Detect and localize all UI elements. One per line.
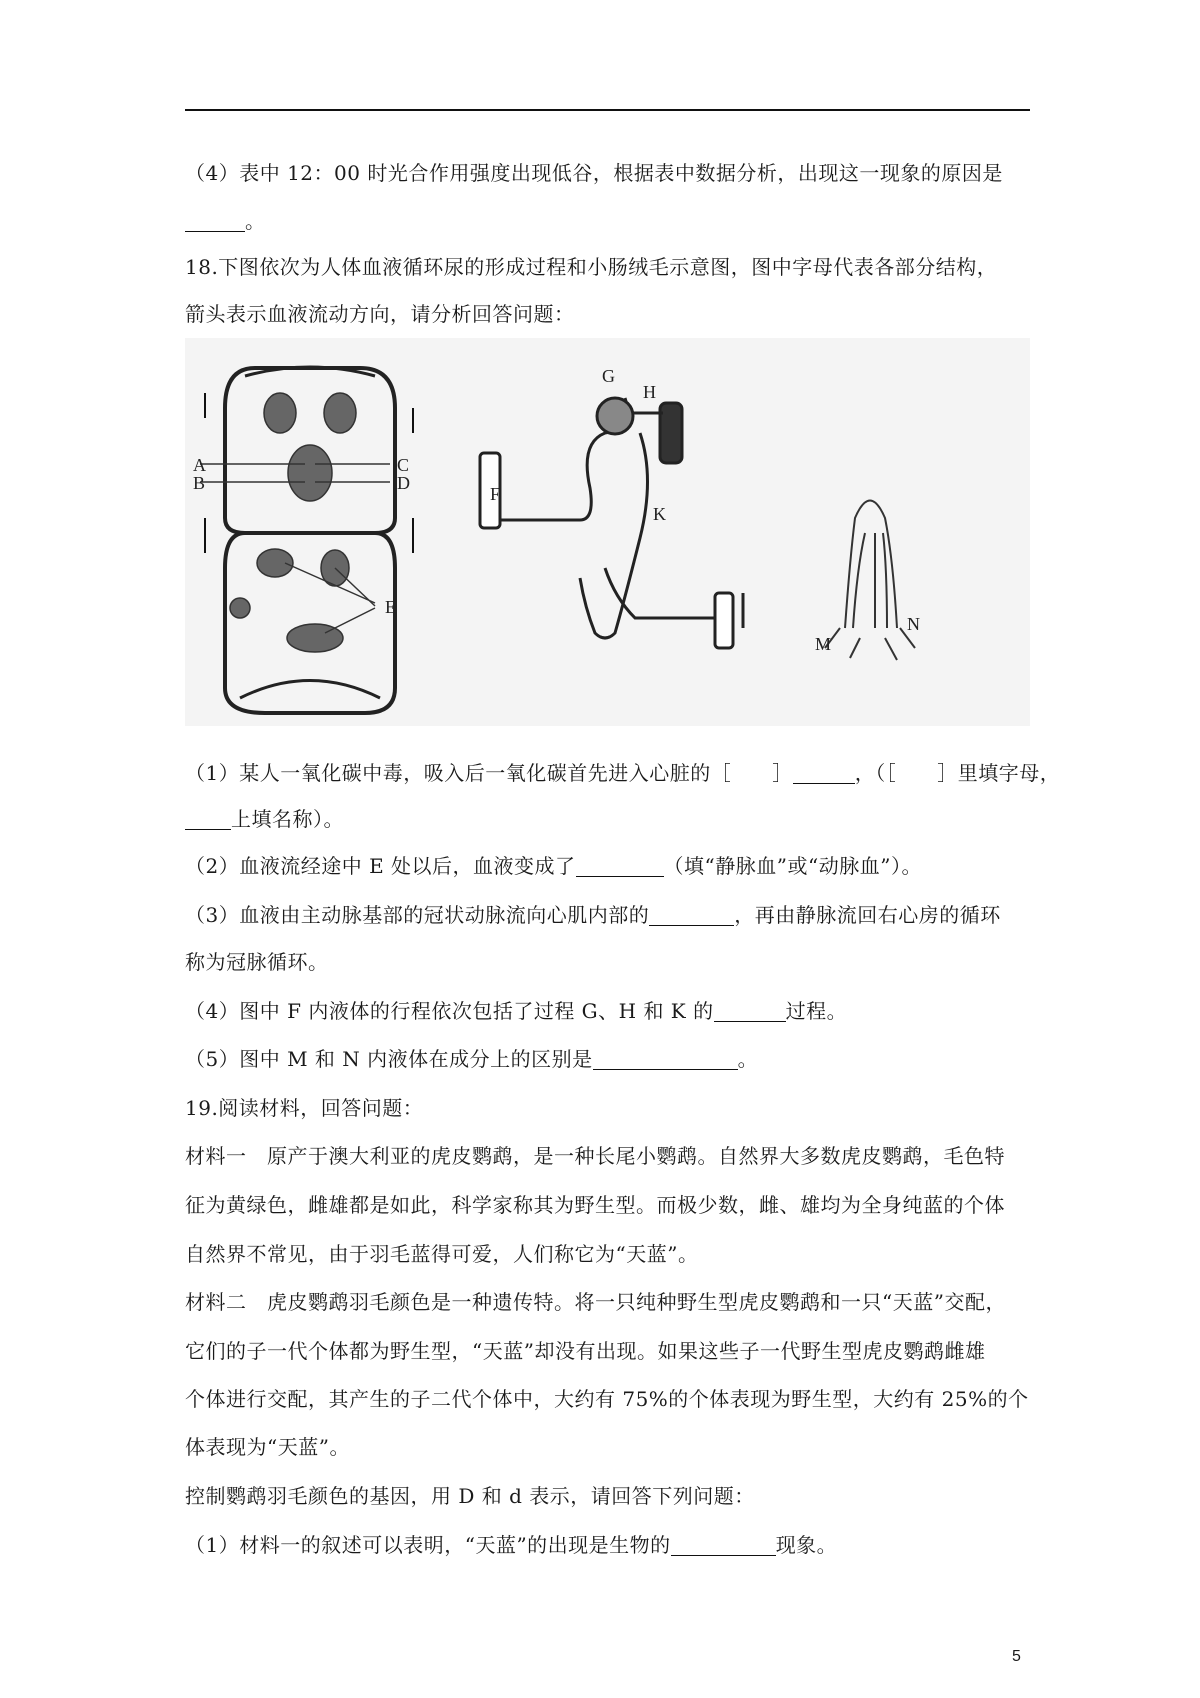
q18-part5-text-2: 。	[737, 1047, 759, 1071]
page-number: 5	[1012, 1648, 1021, 1665]
q18-stem-line1: 18.下图依次为人体血液循环尿的形成过程和小肠绒毛示意图，图中字母代表各部分结构，	[185, 255, 998, 279]
q19-material1-line2: 征为黄绿色，雌雄都是如此，科学家称其为野生型。而极少数，雌、雄均为全身纯蓝的个体	[185, 1193, 1005, 1217]
q18-part1-text-3: 上填名称）。	[231, 807, 344, 831]
q19-material1-line1: 材料一 原产于澳大利亚的虎皮鹦鹉，是一种长尾小鹦鹉。自然界大多数虎皮鹦鹉，毛色特	[185, 1144, 1005, 1168]
q19-material2-line4: 体表现为“天蓝”。	[185, 1435, 350, 1459]
label-E: E	[385, 597, 396, 617]
q19-part1-text: （1）材料一的叙述可以表明，“天蓝”的出现是生物的	[185, 1533, 671, 1557]
label-A: A	[193, 455, 206, 475]
q18-part3-text: （3）血液由主动脉基部的冠状动脉流向心肌内部的	[185, 903, 650, 927]
q18-part3-line2: 称为冠脉循环。	[185, 950, 329, 974]
q19-material2-line1: 材料二 虎皮鹦鹉羽毛颜色是一种遗传特。将一只纯种野生型虎皮鹦鹉和一只“天蓝”交配，	[185, 1290, 1006, 1314]
q17-part4-end: 。	[245, 209, 266, 233]
q19-part1-line	[185, 1532, 837, 1558]
answer-blank[interactable]	[593, 1049, 738, 1070]
q18-part4-text: （4）图中 F 内液体的行程依次包括了过程 G、H 和 K 的	[185, 999, 714, 1023]
q19-part1-text-2: 现象。	[775, 1533, 838, 1557]
q18-part1-text: （1）某人一氧化碳中毒，吸入后一氧化碳首先进入心脏的［ ］	[185, 761, 793, 785]
nephron-figure	[480, 398, 743, 648]
q18-part3-line1	[185, 902, 1001, 928]
answer-blank[interactable]	[185, 809, 231, 830]
label-F: F	[490, 484, 501, 504]
q19-material2-line2: 它们的子一代个体都为野生型，“天蓝”却没有出现。如果这些子一代野生型虎皮鹦鹉雌雄	[185, 1339, 986, 1363]
label-N: N	[907, 614, 920, 634]
answer-blank[interactable]	[714, 1001, 786, 1022]
q18-part1-text-2: ，（［ ］里填字母，	[854, 761, 1061, 785]
q18-part1-line1	[185, 760, 1060, 786]
q18-part2-line	[185, 853, 922, 879]
q18-part1-line2	[185, 806, 344, 832]
villus-figure	[825, 501, 915, 661]
label-M: M	[815, 634, 832, 654]
diagram-svg	[185, 338, 1030, 726]
label-K: K	[653, 504, 666, 524]
label-B: B	[193, 473, 206, 493]
q18-part2-text-2: （填“静脉血”或“动脉血”）。	[663, 854, 922, 878]
answer-blank[interactable]	[576, 856, 664, 877]
q19-material1-line3: 自然界不常见，由于羽毛蓝得可爱，人们称它为“天蓝”。	[185, 1242, 699, 1266]
q18-part4-line	[185, 998, 847, 1024]
label-C: C	[397, 455, 410, 475]
q17-part4-line1	[185, 160, 1003, 186]
q18-part2-text: （2）血液流经途中 E 处以后，血液变成了	[185, 854, 576, 878]
heart-lungs	[230, 393, 356, 652]
q17-part4-text: （4）表中 12：00 时光合作用强度出现低谷，根据表中数据分析，出现这一现象的原因是	[185, 161, 1003, 185]
answer-blank[interactable]	[649, 905, 734, 926]
header-rule	[185, 109, 1030, 111]
label-H: H	[643, 382, 656, 402]
q18-stem-line2: 箭头表示血液流动方向，请分析回答问题：	[185, 302, 575, 326]
q19-material2-line3: 个体进行交配，其产生的子二代个体中，大约有 75%的个体表现为野生型，大约有 25%的个	[185, 1387, 1029, 1411]
answer-blank[interactable]	[185, 211, 245, 232]
label-G: G	[602, 366, 615, 386]
circulation-diagram	[185, 338, 1030, 726]
q17-part4-line2	[185, 208, 266, 234]
q19-stem: 19.阅读材料，回答问题：	[185, 1096, 424, 1120]
label-D: D	[397, 473, 410, 493]
q18-part3-text-2: ，再由静脉流回右心房的循环	[734, 903, 1001, 927]
q18-part4-text-2: 过程。	[785, 999, 848, 1023]
q18-part5-line	[185, 1046, 758, 1072]
q18-part5-text: （5）图中 M 和 N 内液体在成分上的区别是	[185, 1047, 593, 1071]
answer-blank[interactable]	[671, 1535, 776, 1556]
q19-gene-line: 控制鹦鹉羽毛颜色的基因，用 D 和 d 表示，请回答下列问题：	[185, 1484, 755, 1508]
answer-blank[interactable]	[793, 763, 855, 784]
blood-circulation-figure	[225, 367, 395, 713]
